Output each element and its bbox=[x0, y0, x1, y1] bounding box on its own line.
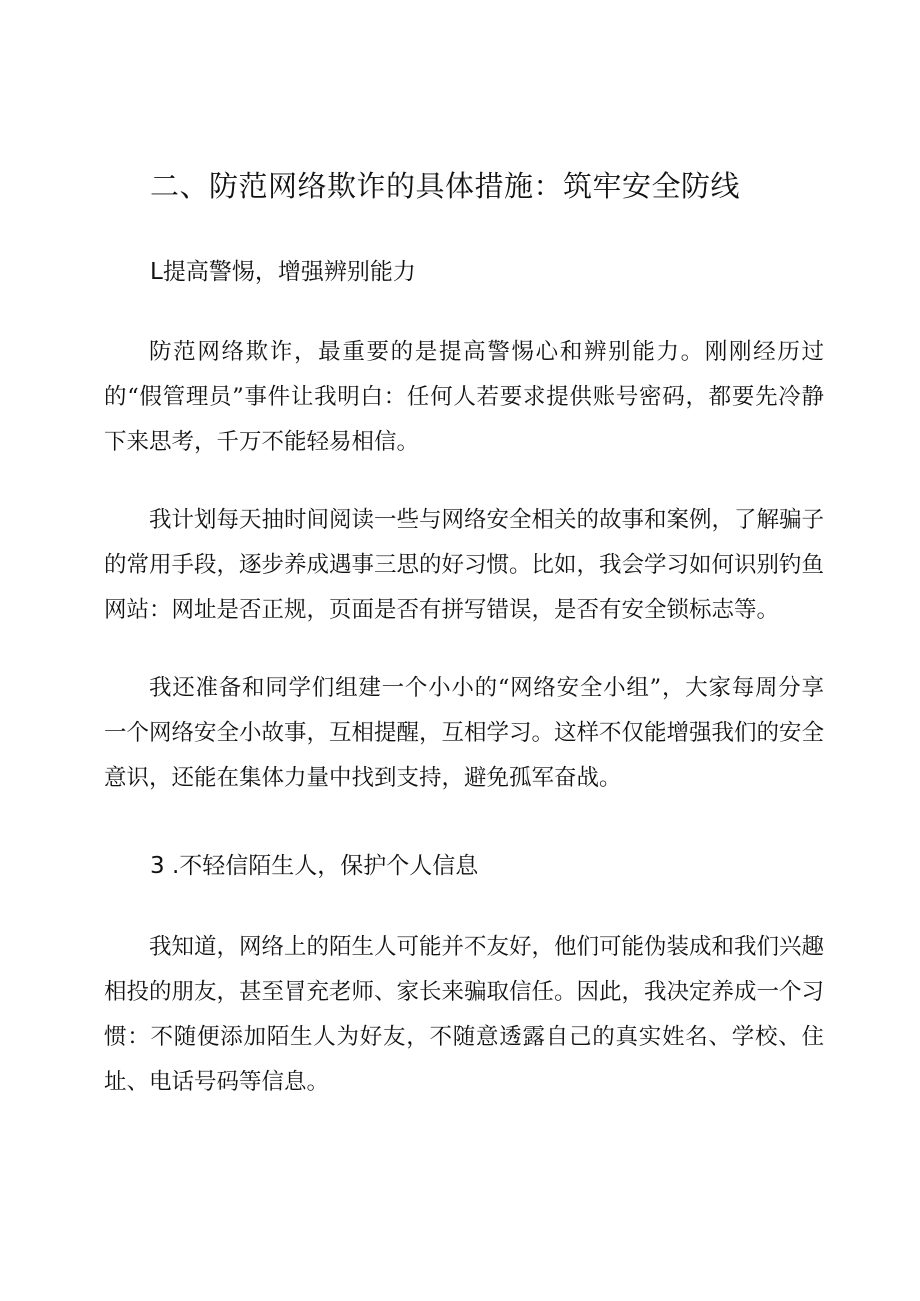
subsection-heading-strangers: 3 .不轻信陌生人，保护个人信息 bbox=[150, 853, 479, 879]
subsection-heading-alertness: L提高警惕，增强辨别能力 bbox=[150, 259, 416, 285]
paragraph: 防范网络欺诈，最重要的是提高警惕心和辨别能力。刚刚经历过的“假管理员”事件让我明白：任何人若要求提供账号密码，都要先冷静下来思考，千万不能轻易相信。 bbox=[104, 339, 824, 455]
paragraph: 我计划每天抽时间阅读一些与网络安全相关的故事和案例，了解骗子的常用手段，逐步养成遇事三思的好习惯。比如，我会学习如何识别钓鱼网站：网址是否正规，页面是否有拼写错误，是否有安全锁标志等。 bbox=[104, 507, 825, 623]
paragraph: 我还准备和同学们组建一个小小的“网络安全小组”，大家每周分享一个网络安全小故事，互相提醒，互相学习。这样不仅能增强我们的安全意识，还能在集体力量中找到支持，避免孤军奋战。 bbox=[104, 675, 825, 791]
paragraph: 我知道，网络上的陌生人可能并不友好，他们可能伪装成和我们兴趣相投的朋友，甚至冒充老师、家长来骗取信任。因此，我决定养成一个习惯：不随便添加陌生人为好友，不随意透露自己的真实姓名、学校、住址、电话号码等信息。 bbox=[104, 934, 825, 1095]
section-title: 二、防范网络欺诈的具体措施：筑牢安全防线 bbox=[150, 169, 741, 203]
